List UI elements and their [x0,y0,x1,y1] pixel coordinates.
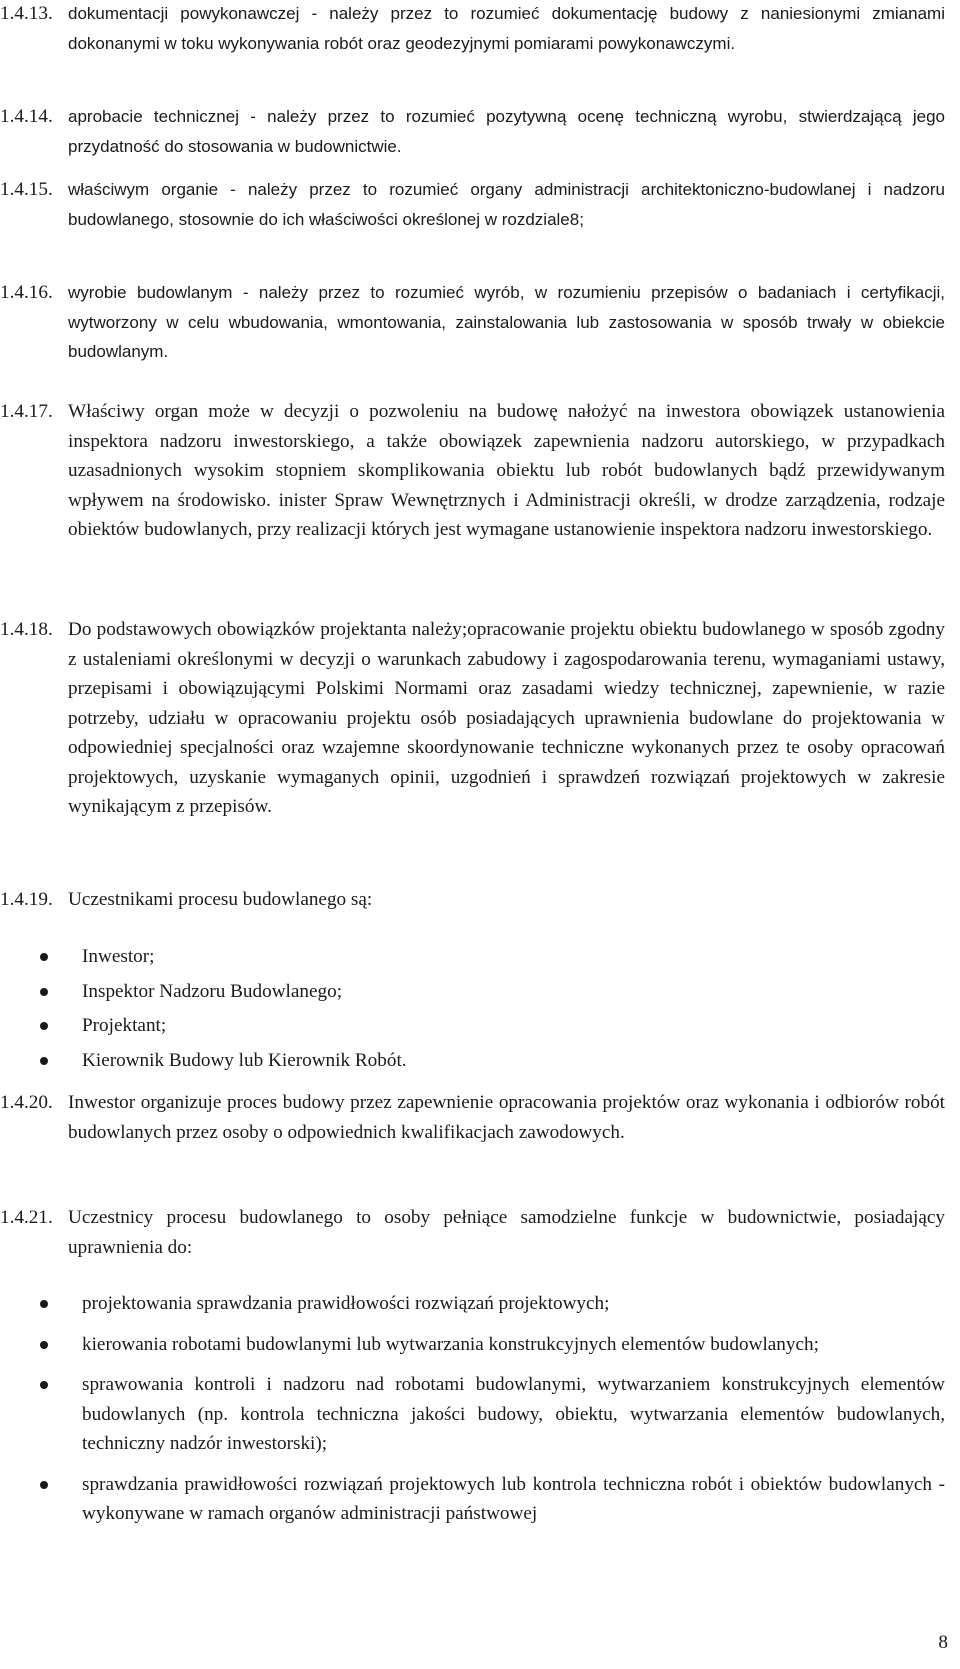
participants-list [0,942,945,1075]
section-1-4-18 [0,615,945,822]
list-item: sprawowania kontroli i nadzoru nad robotami budowlanymi, wytwarzaniem konstrukcyjnych elementów budowlanych (np. kontrola techniczna jakości budowy, obiektu, wytwarzania elementów budowlanych, techniczny nadzór inwestorski); [0,1370,945,1459]
section-1-4-14 [0,102,945,161]
list-item: Kierownik Budowy lub Kierownik Robót. [0,1046,945,1076]
bullet-icon [40,1300,48,1308]
bullet-icon [40,1057,48,1065]
section-text: Uczestnicy procesu budowlanego to osoby pełniące samodzielne funkcje w budownictwie, posiadający uprawnienia do: [68,1207,945,1258]
list-item: kierowania robotami budowlanymi lub wytwarzania konstrukcyjnych elementów budowlanych; [0,1330,945,1360]
entitlements-list [0,1289,945,1529]
section-1-4-17 [0,397,945,545]
list-item: Inwestor; [0,942,945,972]
section-1-4-13 [0,0,945,58]
section-1-4-19 [0,885,945,915]
section-text: Do podstawowych obowiązków projektanta należy;opracowanie projektu obiektu budowlanego w sposób zgodny z ustaleniami określonymi w decyzji o warunkach zabudowy i zagospodarowania terenu, wymaganiami ustawy, przepisami i obowiązującymi Polskimi Normami oraz zasadami wiedzy technicznej, zapewnienie, w razie potrzeby, udziału w opracowaniu projektu osób posiadających uprawnienia budowlane do projektowania w odpowiedniej specjalności oraz wzajemne skoordynowanie techniczne wykonanych przez te osoby opracowań projektowych, uzyskanie wymaganych opinii, uzgodnień i sprawdzeń rozwiązań projektowych w zakresie wynikającym z przepisów. [68,619,945,817]
section-1-4-15 [0,175,945,234]
section-number: 1.4.17. [0,401,53,422]
bullet-icon [40,1022,48,1030]
section-1-4-21 [0,1203,945,1262]
section-number: 1.4.21. [0,1207,53,1228]
section-number: 1.4.15. [0,179,53,200]
section-number: 1.4.20. [0,1092,53,1113]
section-1-4-20 [0,1088,945,1147]
section-1-4-16 [0,278,945,367]
list-item: projektowania sprawdzania prawidłowości rozwiązań projektowych; [0,1289,945,1319]
section-text: aprobacie technicznej - należy przez to rozumieć pozytywną ocenę techniczną wyrobu, stwierdzającą jego przydatność do stosowania w budownictwie. [68,107,945,156]
bullet-icon [40,1341,48,1349]
section-text: Inwestor organizuje proces budowy przez zapewnienie opracowania projektów oraz wykonania i odbiorów robót budowlanych przez osoby o odpowiednich kwalifikacjach zawodowych. [68,1092,945,1143]
section-number: 1.4.14. [0,106,53,127]
bullet-icon [40,1481,48,1489]
section-number: 1.4.16. [0,282,53,303]
section-text: Właściwy organ może w decyzji o pozwoleniu na budowę nałożyć na inwestora obowiązek ustanowienia inspektora nadzoru inwestorskiego, a także obowiązek zapewnienia nadzoru autorskiego, w przypadkach uzasadnionych wysokim stopniem skomplikowania obiektu lub robót budowlanych bądź przewidywanym wpływem na środowisko. inister Spraw Wewnętrznych i Administracji określi, w drodze zarządzenia, rodzaje obiektów budowlanych, przy realizacji których jest wymagane ustanowienie inspektora nadzoru inwestorskiego. [68,401,945,540]
section-text: Uczestnikami procesu budowlanego są: [68,889,373,910]
page-number: 8 [938,1632,948,1653]
section-text: dokumentacji powykonawczej - należy przez to rozumieć dokumentację budowy z naniesionymi zmianami dokonanymi w toku wykonywania robót oraz geodezyjnymi pomiarami powykonawczymi. [68,4,945,53]
list-item: Inspektor Nadzoru Budowlanego; [0,977,945,1007]
section-number: 1.4.18. [0,619,53,640]
list-item: sprawdzania prawidłowości rozwiązań projektowych lub kontrola techniczna robót i obiektów budowlanych - wykonywane w ramach organów administracji państwowej [0,1470,945,1529]
bullet-icon [40,1381,48,1389]
list-item: Projektant; [0,1011,945,1041]
section-text: wyrobie budowlanym - należy przez to rozumieć wyrób, w rozumieniu przepisów o badaniach i certyfikacji, wytworzony w celu wbudowania, wmontowania, zainstalowania lub zastosowania w sposób trwały w obiekcie budowlanym. [68,283,945,361]
bullet-icon [40,988,48,996]
bullet-icon [40,953,48,961]
section-text: właściwym organie - należy przez to rozumieć organy administracji architektoniczno-budowlanej i nadzoru budowlanego, stosownie do ich właściwości określonej w rozdziale8; [68,180,945,229]
section-number: 1.4.19. [0,889,53,910]
section-number: 1.4.13. [0,3,53,24]
